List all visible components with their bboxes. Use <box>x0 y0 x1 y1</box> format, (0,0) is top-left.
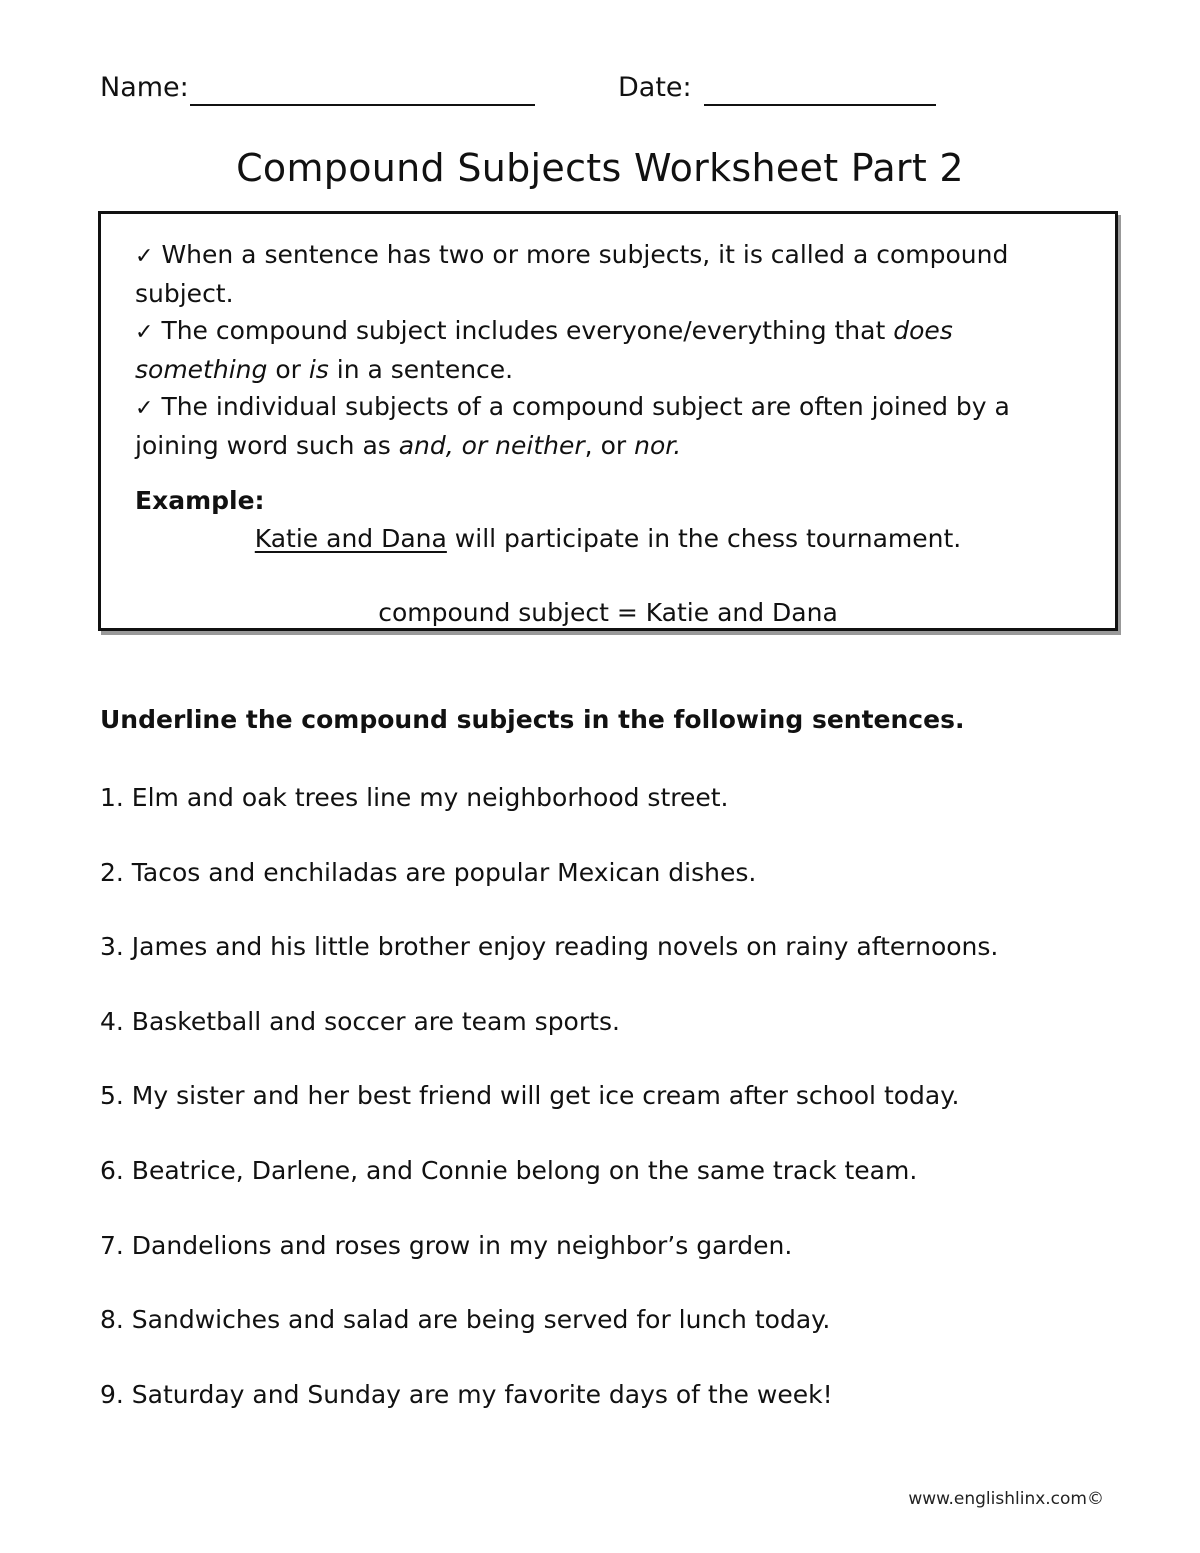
example-sentence-rest: will participate in the chess tournament. <box>446 524 962 553</box>
rule-2-emphasis: is <box>308 355 329 384</box>
rules-box <box>98 211 1118 631</box>
rule-3-emphasis: nor. <box>634 431 682 460</box>
sentence-item[interactable]: 9. Saturday and Sunday are my favorite days of the week! <box>100 1379 833 1409</box>
sentence-item[interactable]: 6. Beatrice, Darlene, and Connie belong on the same track team. <box>100 1155 918 1185</box>
rule-2-text: in a sentence. <box>328 355 514 384</box>
directions: Underline the compound subjects in the following sentences. <box>100 705 965 734</box>
rule-3-text: , or <box>584 431 635 460</box>
header-fields <box>100 72 1100 112</box>
date-label: Date: <box>618 72 692 103</box>
check-icon: ✓ <box>135 396 154 421</box>
rule-2-text: or <box>267 355 309 384</box>
check-icon: ✓ <box>135 320 154 345</box>
example-sentence <box>101 524 1115 553</box>
rule-1-text: When a sentence has two or more subjects, it is called a compound subject. <box>135 240 1009 308</box>
sentence-item[interactable]: 8. Sandwiches and salad are being served for lunch today. <box>100 1305 831 1335</box>
sentence-item[interactable]: 5. My sister and her best friend will get ice cream after school today. <box>100 1081 960 1111</box>
sentence-item[interactable]: 4. Basketball and soccer are team sports. <box>100 1006 620 1036</box>
example-answer: compound subject = Katie and Dana <box>378 598 838 627</box>
date-blank-line[interactable] <box>704 104 936 106</box>
rule-2-text: The compound subject includes everyone/everything that <box>161 316 894 345</box>
rule-3-text: The individual subjects of a compound subject are often joined by a joining word such as <box>135 392 1010 460</box>
rule-2-emphasis: does something <box>135 316 953 384</box>
rule-2 <box>135 312 1090 388</box>
name-blank-line[interactable] <box>190 104 535 106</box>
sentence-item[interactable]: 1. Elm and oak trees line my neighborhood street. <box>100 783 729 812</box>
example-compound-subject: Katie and Dana <box>254 524 447 553</box>
rule-1 <box>135 236 1090 312</box>
name-label: Name: <box>100 72 189 103</box>
worksheet-title: Compound Subjects Worksheet Part 2 <box>236 146 964 190</box>
sentence-item[interactable]: 2. Tacos and enchiladas are popular Mexican dishes. <box>100 857 757 887</box>
sentence-item[interactable]: 3. James and his little brother enjoy reading novels on rainy afternoons. <box>100 932 999 962</box>
footer-url: www.englishlinx.com© <box>908 1489 1104 1509</box>
rule-3 <box>135 388 1090 464</box>
sentence-item[interactable]: 7. Dandelions and roses grow in my neighbor’s garden. <box>100 1230 793 1260</box>
sentence-list <box>100 782 1100 1453</box>
rules-list <box>135 236 1090 464</box>
example-label: Example: <box>135 486 265 515</box>
rule-3-emphasis: and, or neither <box>398 431 585 460</box>
check-icon: ✓ <box>135 244 154 269</box>
